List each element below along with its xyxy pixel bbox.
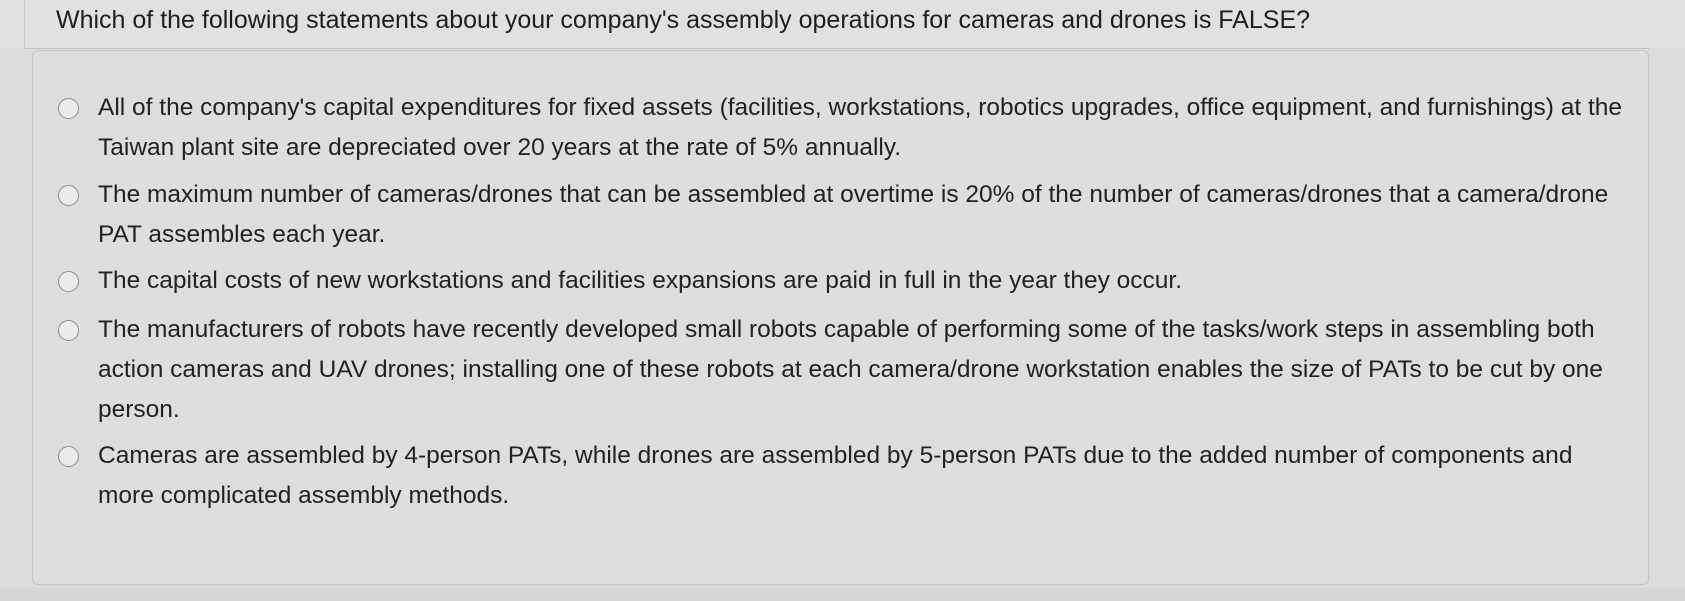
question-header	[0, 0, 1685, 48]
answer-option-5[interactable]	[33, 436, 1650, 516]
answer-option-1[interactable]	[33, 88, 1650, 168]
answer-option-label: Cameras are assembled by 4-person PATs, while drones are assembled by 5-person PATs due to the added number of components and more complicated assembly methods.	[98, 442, 1573, 509]
header-left-border	[24, 0, 25, 48]
answer-option-label: The maximum number of cameras/drones that can be assembled at overtime is 20% of the number of cameras/drones that a camera/drone PAT assembles each year.	[98, 181, 1609, 248]
answer-option-label: All of the company's capital expenditures for fixed assets (facilities, workstations, robotics upgrades, office equipment, and furnishings) at the Taiwan plant site are depreciated over 20 years at the rate of 5% annually.	[98, 94, 1623, 161]
radio-button-4[interactable]	[58, 320, 79, 341]
answer-option-label: The capital costs of new workstations and facilities expansions are paid in full in the year they occur.	[98, 267, 1183, 294]
answer-option-3[interactable]	[33, 261, 1650, 301]
answer-options-panel	[32, 50, 1649, 585]
answer-option-2[interactable]	[33, 175, 1650, 255]
radio-button-5[interactable]	[58, 446, 79, 467]
question-text: Which of the following statements about your company's assembly operations for cameras and drones is FALSE?	[56, 6, 1311, 34]
answer-option-4[interactable]	[33, 310, 1650, 430]
radio-button-1[interactable]	[58, 98, 79, 119]
header-divider	[24, 48, 1650, 49]
page-bottom-strip	[0, 588, 1685, 601]
radio-button-3[interactable]	[58, 271, 79, 292]
answer-option-label: The manufacturers of robots have recently developed small robots capable of performing some of the tasks/work steps in assembling both action cameras and UAV drones; installing one of these robots at each camera/drone workstation enables the size of PATs to be cut by one person.	[98, 316, 1603, 423]
radio-button-2[interactable]	[58, 185, 79, 206]
